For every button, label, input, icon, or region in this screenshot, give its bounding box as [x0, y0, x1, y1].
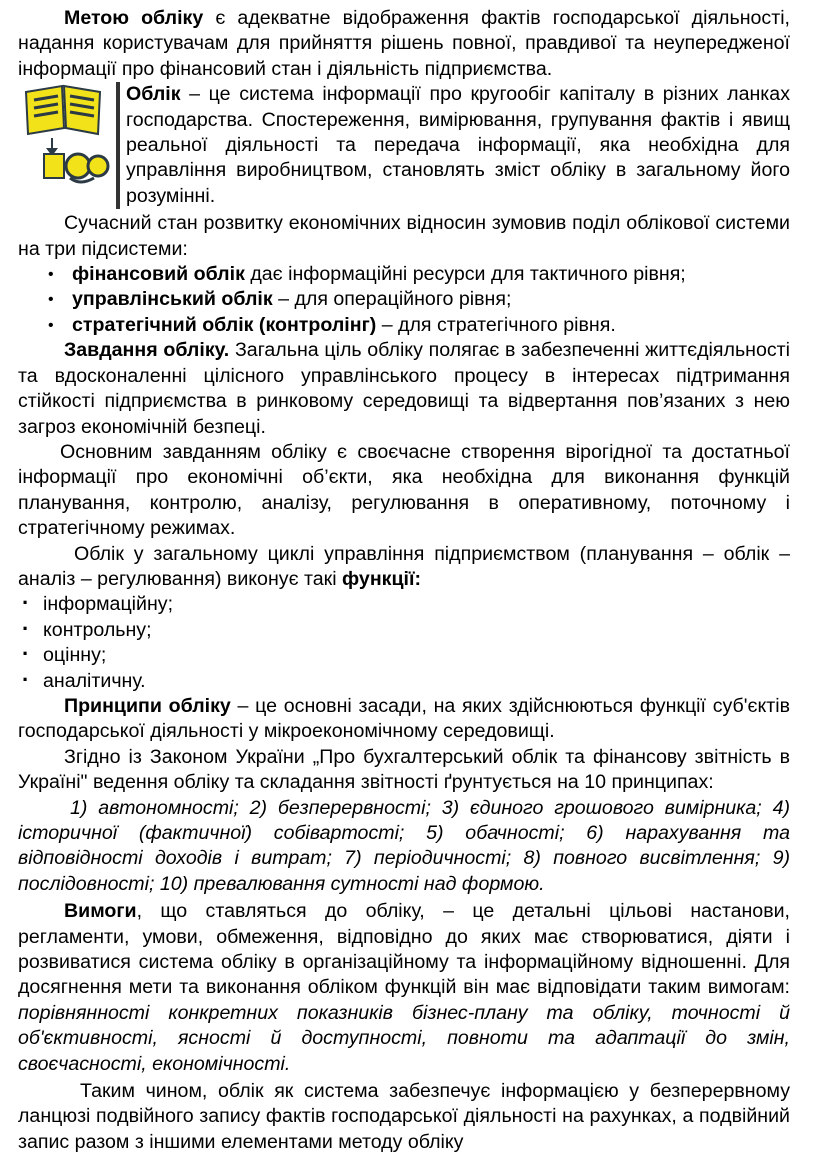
paragraph-law: Згідно із Законом України „Про бухгалтерський облік та фінансову звітність в Україні" ведення обліку та складання звітності ґрунтується на 10 принципах: — [18, 745, 790, 794]
functions-list — [18, 592, 790, 694]
paragraph-tasks: Завдання обліку. Загальна ціль обліку полягає в забезпеченні життєдіяльності та вдосконаленні цілісного управлінського процесу в інтересах підтримання стійкості підприємства в ринковому середовищі та відвертання пов’язаних з нею загроз економічній безпеці. — [18, 339, 791, 438]
subsystems-list — [18, 262, 790, 338]
paragraph-accounting-definition: Облік – це система інформації про кругообіг капіталу в різних ланках господарства. Спостереження, вимірювання, групування фактів і явищ реальної діяльності та передача інформації, яка необхідна для управління виробництвом, становлять зміст обліку в загальному його розумінні. — [126, 83, 790, 207]
list-item: · оцінну; — [18, 643, 790, 668]
paragraph-principles: Принципи обліку – це основні засади, на яких здійснюються функції суб'єктів господарської діяльності у мікроекономічному середовищі. — [18, 694, 791, 743]
paragraph-main-task: Основним завданням обліку є своєчасне створення вірогідної та достатньої інформації про економічні об’єкти, яка необхідна для виконання функцій планування, контролю, аналізу, регулювання в оперативному, поточному і стратегічному режимах. — [18, 440, 790, 540]
list-item: • фінансовий облік дає інформаційні ресурси для тактичного рівня; — [18, 262, 790, 287]
document-page — [18, 6, 790, 1155]
paragraph-requirements: Вимоги, що ставляться до обліку, – це детальні цільові настанови, регламенти, умови, обмеження, відповідно до яких має створюватися, діяти і розвиватися система обліку в організаційному та інформаційному відношенні. Для досягнення мети та виконання обліком функцій він має відповідати таким вимогам: порівнянності конкретних показників бізнес-плану та обліку, точності й об'єктивності, ясності й доступності, повноти та адаптації до змін, своєчасності, економічності. — [18, 900, 790, 1075]
list-item: · інформаційну; — [18, 592, 790, 617]
paragraph-conclusion: Таким чином, облік як система забезпечує інформацією у безперервному ланцюзі подвійного запису фактів господарської діяльності на рахунках, а подвійний запис разом з іншими елементами методу обліку — [18, 1080, 790, 1153]
list-item: • управлінський облік – для операційного рівня; — [18, 287, 790, 312]
paragraph-principles-list: 1) автономності; 2) безперервності; 3) єдиного грошового вимірника; 4) історичної (фактичної) собівартості; 5) обачності; 6) нарахування та відповідності доходів і витрат; 7) періодичності; 8) повного висвітлення; 9) послідовності; 10) превалювання сутності над формою. — [18, 796, 790, 895]
definition-block — [18, 82, 790, 209]
list-item: • стратегічний облік (контролінг) – для стратегічного рівня. — [18, 313, 790, 338]
book-reader-icon — [18, 82, 116, 192]
definition-text — [116, 82, 790, 209]
paragraph-subsystems-intro: Сучасний стан розвитку економічних відносин зумовив поділ облікової системи на три підсистеми: — [18, 212, 790, 260]
list-item: · контрольну; — [18, 618, 790, 643]
list-item: · аналітичну. — [18, 669, 790, 694]
paragraph-purpose: Метою обліку є адекватне відображення фактів господарської діяльності, надання користувачам для прийняття рішень повної, правдивої та неупередженої інформації про фінансовий стан і діяльність підприємства. — [18, 7, 790, 80]
paragraph-functions-intro: Облік у загальному циклі управління підприємством (планування – облік – аналіз – регулювання) виконує такі функції: — [18, 542, 790, 590]
